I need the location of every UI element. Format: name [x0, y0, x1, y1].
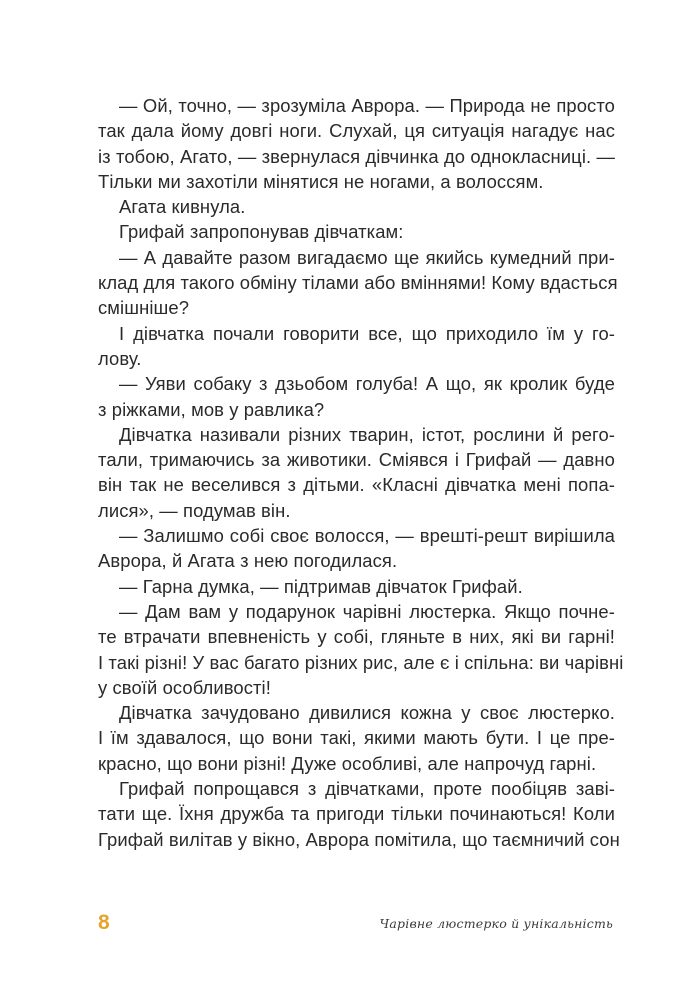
text-line: І дівчатка почали говорити все, що приходило їм у го-	[119, 322, 615, 344]
text-line: у своїй особливості!	[98, 676, 271, 698]
text-line: тали, тримаючись за животики. Сміявся і Грифай — давно	[98, 449, 615, 471]
text-line: смішніше?	[98, 297, 190, 319]
text-line: — А давайте разом вигадаємо ще якийсь кумедний при-	[119, 246, 615, 268]
text-line: — Ой, точно, — зрозуміла Аврора. — Природа не просто	[119, 95, 615, 116]
body-text	[98, 93, 624, 852]
text-line: Грифай вилітав у вікно, Аврора помітила, що таємничий сон	[98, 828, 620, 850]
text-line: І їм здавалося, що вони такі, якими мають бути. І це пре-	[98, 727, 615, 749]
page-number: 8	[98, 911, 110, 934]
text-line: так дала йому довгі ноги. Слухай, ця ситуація нагадує нас	[98, 120, 615, 142]
text-line: Грифай запропонував дівчаткам:	[119, 221, 404, 243]
text-line: Дівчатка зачудовано дивилися кожна у своє люстерко.	[119, 702, 615, 724]
text-line: — Дам вам у подарунок чарівні люстерка. Якщо почне-	[119, 600, 615, 622]
text-line: — Залишмо собі своє волосся, — врешті-решт вирішила	[119, 525, 615, 547]
text-line: тати ще. Їхня дружба та пригоди тільки починаються! Коли	[98, 803, 615, 825]
text-line: те втрачати впевненість у собі, гляньте в них, які ви гарні!	[98, 626, 615, 648]
text-line: — Гарна думка, — підтримав дівчаток Грифай.	[119, 575, 523, 597]
text-line: — Уяви собаку з дзьобом голуба! А що, як кролик буде	[119, 373, 615, 395]
text-line: Дівчатка називали різних тварин, істот, рослини й рего-	[119, 423, 615, 445]
text-line: красно, що вони різні! Дуже особливі, але напрочуд гарні.	[98, 752, 597, 774]
text-line: Аврора, й Агата з нею погодилася.	[98, 550, 398, 572]
text-line: він так не веселився з дітьми. «Класні дівчатка мені попа-	[98, 474, 615, 496]
running-footer-title: Чарівне люстерко й унікальність	[379, 916, 613, 931]
text-line: І такі різні! У вас багато різних рис, але є і спільна: ви чарівні	[98, 651, 624, 673]
text-line: лову.	[98, 347, 142, 369]
text-line: лися», — подумав він.	[98, 499, 291, 521]
text-line: клад для такого обміну тілами або вміннями! Кому вдасться	[98, 272, 618, 294]
text-line: Агата кивнула.	[119, 196, 246, 218]
text-line: з ріжками, мов у равлика?	[98, 398, 325, 420]
text-line: Грифай попрощався з дівчатками, проте пообіцяв заві-	[119, 778, 615, 800]
text-line: Тільки ми захотіли мінятися не ногами, а волоссям.	[98, 170, 544, 192]
text-line: із тобою, Агато, — звернулася дівчинка до однокласниці. —	[98, 145, 615, 167]
